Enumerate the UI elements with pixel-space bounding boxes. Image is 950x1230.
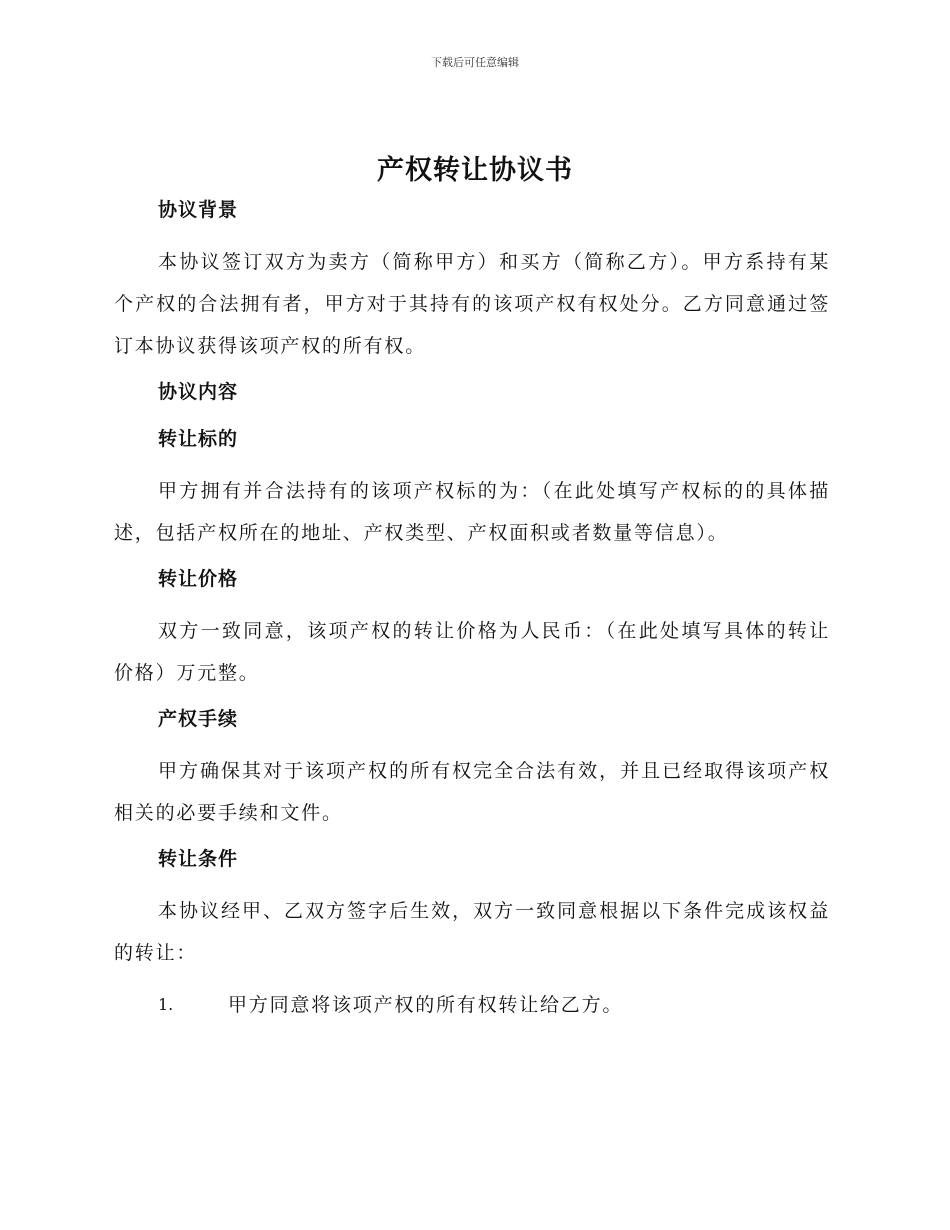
document-title: 产权转让协议书 xyxy=(377,155,573,186)
header-note: 下载后可任意编辑 xyxy=(431,56,519,69)
paragraph-procedure: 甲方确保其对于该项产权的所有权完全合法有效，并且已经取得该项产权相关的必要手续和文件。 xyxy=(114,760,830,824)
heading-conditions: 转让条件 xyxy=(158,848,239,870)
paragraph-price: 双方一致同意，该项产权的转让价格为人民币：（在此处填写具体的转让价格）万元整。 xyxy=(114,620,830,684)
list-item xyxy=(114,984,830,1026)
list-item-number: 1. xyxy=(158,995,174,1014)
heading-price: 转让价格 xyxy=(158,568,239,590)
document-body xyxy=(114,194,830,1026)
list-item-text: 甲方同意将该项产权的所有权转让给乙方。 xyxy=(228,994,624,1016)
heading-procedure: 产权手续 xyxy=(158,708,239,730)
heading-background: 协议背景 xyxy=(158,199,239,221)
paragraph-subject: 甲方拥有并合法持有的该项产权标的为：（在此处填写产权标的的具体描述，包括产权所在的地址、产权类型、产权面积或者数量等信息）。 xyxy=(114,480,830,544)
paragraph-background: 本协议签订双方为卖方（简称甲方）和买方（简称乙方）。甲方系持有某个产权的合法拥有者，甲方对于其持有的该项产权有权处分。乙方同意通过签订本协议获得该项产权的所有权。 xyxy=(114,251,830,357)
heading-subject: 转让标的 xyxy=(158,428,239,450)
heading-content: 协议内容 xyxy=(158,381,239,403)
paragraph-conditions: 本协议经甲、乙双方签字后生效，双方一致同意根据以下条件完成该权益的转让： xyxy=(114,900,830,964)
